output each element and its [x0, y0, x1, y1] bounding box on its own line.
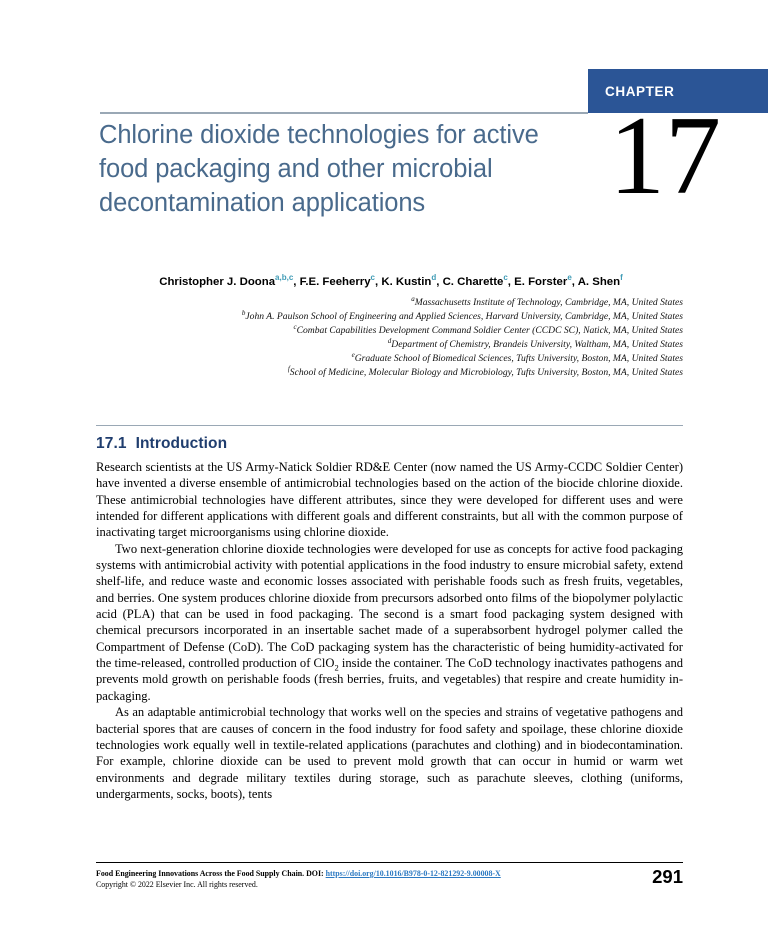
body-text: [96, 459, 683, 802]
paragraph-3: As an adaptable antimicrobial technology that works well on the species and strains of vegetative pathogens and bacterial spores that are causes of concern in the food industry for food safety and spoilage, these chlorine dioxide technologies work equally well in textile-related applications (parachutes and clothing) and in biodecontamination. For example, chlorine dioxide can be used to prevent mold growth that can occur in humid or warm wet environments and degrade military textiles during storage, such as parachute sleeves, clothing (uniforms, undergarments, socks, boots), tents: [96, 705, 683, 801]
footer-citation-line: [96, 868, 596, 879]
author-affiliation-mark: f: [620, 273, 623, 283]
page-footer: [96, 868, 596, 891]
author-name: Christopher J. Doona: [159, 276, 276, 288]
affiliation-text: School of Medicine, Molecular Biology and Microbiology, Tufts University, Boston, MA, United States: [289, 367, 683, 379]
author-separator: ,: [293, 276, 300, 288]
affiliation-mark: d: [387, 337, 392, 346]
affiliation-item: [99, 296, 683, 310]
affiliation-item: [99, 338, 683, 352]
affiliation-item: [99, 310, 683, 324]
section-top-rule: [96, 425, 683, 426]
paragraph-2-part-a: Two next-generation chlorine dioxide technologies were developed for use as concepts for active food packaging systems with antimicrobial activity with potential applications in the food industry to ensure microbial safety, extend shelf-life, and reduce waste and economic losses associated with perishable foods such as fresh fruits, vegetables, and berries. One system produces chlorine dioxide from precursors adsorbed onto films of the biopolymer polylactic acid (PLA) that can be used in food packaging. The second is a smart food packaging system designed with chemical precursors incorporated in an insertable sachet made of a superabsorbent hydrogel polymer called the Compartment of Defense (CoD). The CoD packaging system has the characteristic of being humidity-activated for the time-released, controlled production of ClO: [96, 541, 683, 671]
footer-copyright: Copyright © 2022 Elsevier Inc. All rights reserved.: [96, 880, 258, 890]
author-list: [99, 275, 683, 290]
author-entry: [381, 273, 437, 288]
chapter-title-container: [99, 118, 539, 220]
paragraph-2: [96, 541, 683, 704]
footer-rule: [96, 862, 683, 863]
paragraph-1: Research scientists at the US Army-Natick Soldier RD&E Center (now named the US Army-CCDC Soldier Center) have invented a diverse ensemble of antimicrobial technologies based on the action of the biocide chlorine dioxide. These antimicrobial technologies have different attributes, since they were developed for different uses and were intended for different applications with different goals and different constraints, but all with the common purpose of inactivating target microorganisms using chlorine dioxide.: [96, 460, 683, 540]
page-number: 291: [652, 866, 683, 887]
affiliation-mark: f: [287, 365, 290, 374]
chapter-number: 17: [609, 94, 721, 218]
paragraph-2-part-b: inside the container. The CoD technology inactivates pathogens and prevents mold growth on perishable foods (fresh berries, fruits, and vegetables) that respire and create humidity in-packaging.: [96, 656, 683, 703]
author-affiliation-mark: c: [503, 273, 508, 283]
author-separator: ,: [571, 276, 578, 288]
author-name: K. Kustin: [381, 276, 432, 288]
clo2-subscript: 2: [334, 662, 339, 673]
author-separator: ,: [436, 276, 443, 288]
chapter-banner-label: CHAPTER: [605, 83, 675, 99]
author-affiliation-mark: a,b,c: [275, 273, 294, 283]
affiliation-text: John A. Paulson School of Engineering and Applied Sciences, Harvard University, Cambridge, MA, United States: [245, 311, 683, 323]
author-affiliation-mark: e: [567, 273, 572, 283]
affiliation-mark: b: [241, 308, 246, 317]
affiliation-mark: e: [351, 351, 355, 360]
author-affiliation-mark: c: [370, 273, 375, 283]
affiliation-list: [99, 296, 683, 381]
affiliation-mark: c: [293, 323, 297, 331]
author-entry: [159, 273, 294, 288]
affiliation-text: Department of Chemistry, Brandeis University, Waltham, MA, United States: [391, 339, 683, 351]
author-entry: [299, 273, 375, 288]
section-title: Introduction: [135, 435, 228, 452]
author-entry: [577, 273, 623, 288]
author-name: E. Forster: [514, 276, 568, 288]
affiliation-item: [99, 366, 683, 380]
affiliation-text: Combat Capabilities Development Command Soldier Center (CCDC SC), Natick, MA, United States: [296, 325, 683, 337]
author-name: C. Charette: [442, 276, 504, 288]
doi-link[interactable]: https://doi.org/10.1016/B978-0-12-821292-9.00008-X: [325, 869, 501, 878]
footer-book-title: Food Engineering Innovations Across the Food Supply Chain. DOI:: [96, 869, 326, 878]
author-separator: ,: [507, 276, 515, 288]
author-name: A. Shen: [577, 276, 621, 288]
section-number: 17.1: [96, 435, 127, 452]
author-entry: [514, 273, 572, 288]
author-entry: [442, 273, 508, 288]
author-separator: ,: [375, 276, 382, 288]
author-name: F.E. Feeherry: [299, 276, 371, 288]
section-heading: [96, 435, 227, 453]
affiliation-text: Massachusetts Institute of Technology, Cambridge, MA, United States: [414, 297, 683, 308]
chapter-title: Chlorine dioxide technologies for active food packaging and other microbial decontamination applications: [99, 121, 539, 217]
affiliation-item: [99, 352, 683, 366]
affiliation-text: Graduate School of Biomedical Sciences, Tufts University, Boston, MA, United States: [354, 353, 683, 365]
affiliation-mark: a: [411, 294, 415, 303]
author-affiliation-mark: d: [431, 273, 437, 283]
title-top-rule: [100, 112, 588, 114]
